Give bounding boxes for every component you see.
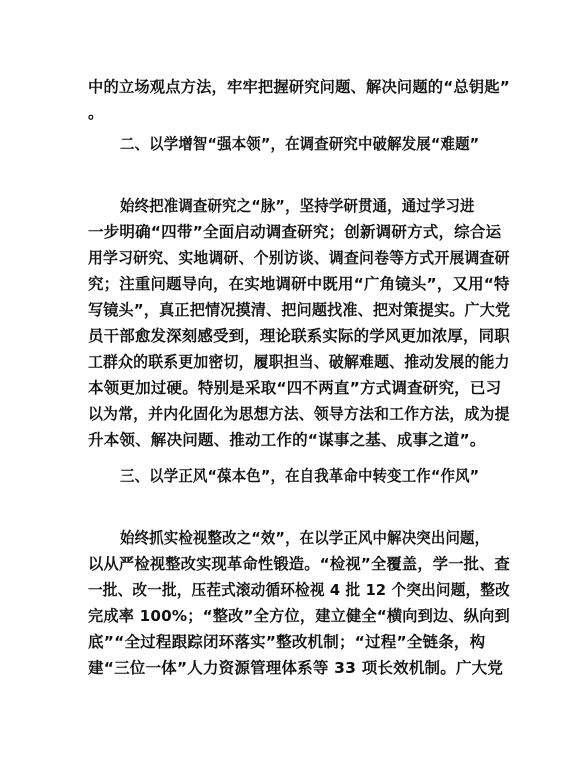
paragraph-line: 以从严检视整改实现革命性锻造。“检视”全覆盖，学一批、查: [88, 555, 510, 573]
paragraph-line: 用学习研究、实地调研、个别访谈、调查问卷等方式开展调查研: [88, 249, 510, 267]
paragraph-line: 始终抓实检视整改之“效”，在以学正风中解决突出问题，: [120, 529, 490, 547]
paragraph-line: 建“三位一体”人力资源管理体系等 33 项长效机制。广大党: [88, 659, 504, 677]
paragraph-line: 一步明确“四带”全面启动调查研究；创新调研方式，综合运: [88, 223, 502, 241]
paragraph-line: 完成率 100%；“整改”全方位，建立健全“横向到边、纵向到: [88, 607, 510, 625]
paragraph-line: 一批、改一批，压茬式滚动循环检视 4 批 12 个突出问题，整改: [88, 581, 510, 599]
paragraph-line: 本领更加过硬。特别是采取“四不两直”方式调查研究，已习: [88, 379, 502, 397]
paragraph-line: 以为常，并内化固化为思想方法、领导方法和工作方法，成为提: [88, 405, 510, 423]
paragraph-line: 。: [88, 104, 104, 122]
paragraph-line: 底”“全过程跟踪闭环落实”整改机制；“过程”全链条，构: [88, 633, 486, 651]
section-heading-2: 二、以学增智“强本领”，在调查研究中破解发展“难题”: [120, 135, 480, 153]
paragraph-line: 始终把准调查研究之“脉”，坚持学研贯通，通过学习进: [120, 197, 475, 215]
section-heading-3: 三、以学正风“葆本色”，在自我革命中转变工作“作风”: [120, 467, 480, 485]
paragraph-line: 究；注重问题导向，在实地调研中既用“广角镜头”，又用“特: [88, 275, 510, 293]
paragraph-line: 中的立场观点方法，牢牢把握研究问题、解决问题的“总钥匙”: [88, 78, 510, 96]
paragraph-line: 工群众的联系更加密切，履职担当、破解难题、推动发展的能力: [88, 353, 510, 371]
paragraph-line: 员干部愈发深刻感受到，理论联系实际的学风更加浓厚，同职: [88, 327, 510, 345]
paragraph-line: 升本领、解决问题、推动工作的“谋事之基、成事之道”。: [88, 431, 486, 449]
paragraph-line: 写镜头”，真正把情况摸清、把问题找准、把对策提实。广大党: [88, 301, 511, 319]
